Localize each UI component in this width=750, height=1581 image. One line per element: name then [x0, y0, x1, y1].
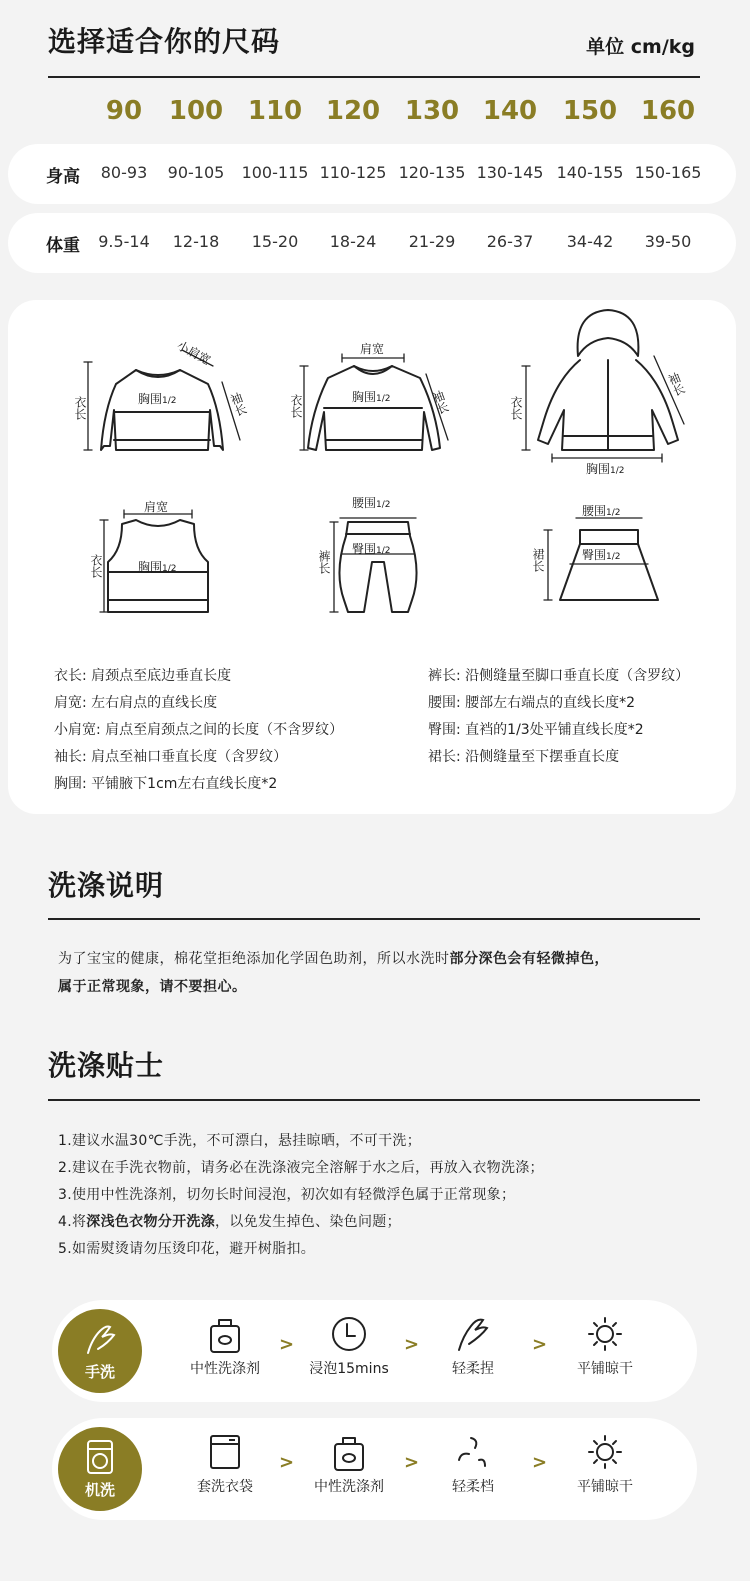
half-mark: 1/2 [376, 546, 391, 556]
step-label: 中性洗涤剂 [314, 1479, 384, 1495]
half-mark: 1/2 [162, 396, 177, 406]
table-cell: 100-115 [241, 163, 309, 182]
chevron-right-icon: > [404, 1334, 420, 1355]
table-cell: 130-145 [476, 163, 544, 182]
chest-text: 胸围 [138, 392, 163, 406]
divider [48, 1099, 700, 1101]
step-laundry-bag [170, 1418, 280, 1520]
waist-text: 腰围 [582, 504, 607, 518]
chest-label [138, 558, 177, 575]
wash-tip-text: ，以免发生掉色、染色问题； [214, 1214, 401, 1230]
size-label: 150 [562, 96, 618, 126]
chevron-right-icon: > [532, 1334, 548, 1355]
table-cell: 12-18 [172, 232, 220, 251]
step-label: 轻柔档 [452, 1479, 494, 1495]
definition-hip: 臀围: 直裆的1/3处平铺直线长度*2 [428, 722, 644, 738]
wash-note-line-1 [58, 948, 609, 968]
weight-row [8, 213, 736, 273]
weight-label: 体重 [46, 236, 80, 256]
body-length-label: 衣长 [89, 554, 103, 578]
hand-wash-process [52, 1300, 697, 1402]
height-row [8, 144, 736, 204]
definition-body-length: 衣长: 肩颈点至底边垂直长度 [54, 668, 232, 684]
table-cell: 26-37 [486, 232, 534, 251]
wash-note-emphasis: 部分深色会有轻微掉色， [449, 951, 609, 967]
half-mark: 1/2 [610, 466, 625, 476]
sleeve-label: 袖长 [429, 388, 451, 416]
table-cell: 80-93 [100, 163, 148, 182]
step-detergent [294, 1418, 404, 1520]
chest-text: 胸围 [138, 560, 163, 574]
step-gentle-squeeze [418, 1300, 528, 1402]
step-label: 平铺晾干 [577, 1479, 633, 1495]
chest-text: 胸围 [586, 462, 611, 476]
detergent-bottle-icon [331, 1432, 367, 1472]
waist-label [352, 494, 391, 511]
washing-machine-icon [80, 1437, 120, 1477]
pants-diagram [330, 518, 417, 612]
body-length-label: 衣长 [509, 396, 523, 420]
wash-tips-title: 洗涤贴士 [48, 1049, 165, 1082]
measurement-card [8, 300, 736, 814]
half-mark: 1/2 [376, 394, 391, 404]
wash-tip: 1.建议水温30℃手洗，不可漂白，悬挂晾晒，不可干洗； [58, 1133, 421, 1149]
table-cell: 140-155 [556, 163, 624, 182]
size-label: 160 [640, 96, 696, 126]
definition-chest: 胸围: 平铺腋下1cm左右直线长度*2 [54, 776, 278, 792]
hip-label [582, 546, 621, 563]
clock-icon [331, 1314, 367, 1354]
definition-small-shoulder: 小肩宽: 肩点至肩颈点之间的长度（不含罗纹） [54, 722, 344, 738]
wash-note-title: 洗涤说明 [48, 869, 165, 902]
height-label: 身高 [46, 167, 80, 187]
machine-wash-badge [58, 1427, 142, 1511]
divider [48, 918, 700, 920]
step-label: 套洗衣袋 [197, 1479, 253, 1495]
step-label: 中性洗涤剂 [190, 1361, 260, 1377]
table-cell: 120-135 [398, 163, 466, 182]
size-label: 140 [482, 96, 538, 126]
wash-tip: 5.如需熨烫请勿压烫印花，避开树脂扣。 [58, 1241, 316, 1257]
table-cell: 18-24 [329, 232, 377, 251]
wash-tip: 3.使用中性洗涤剂，切勿长时间浸泡，初次如有轻微浮色属于正常现象； [58, 1187, 516, 1203]
hand-wash-badge [58, 1309, 142, 1393]
definition-shoulder: 肩宽: 左右肩点的直线长度 [54, 695, 218, 711]
gentle-cycle-icon [455, 1432, 491, 1472]
chest-label [586, 460, 625, 477]
detergent-bottle-icon [207, 1314, 243, 1354]
laundry-bag-icon [207, 1432, 243, 1472]
definition-waist: 腰围: 腰部左右端点的直线长度*2 [428, 695, 636, 711]
size-label: 120 [325, 96, 381, 126]
size-label: 130 [404, 96, 460, 126]
pants-length-label: 裤长 [317, 550, 331, 574]
waist-text: 腰围 [352, 496, 377, 510]
shoulder-label: 肩宽 [144, 500, 169, 514]
wash-note-text: 为了宝宝的健康，棉花堂拒绝添加化学固色助剂，所以水洗时 [58, 951, 450, 967]
table-cell: 150-165 [634, 163, 702, 182]
half-mark: 1/2 [606, 508, 621, 518]
hand-wash-label: 手洗 [84, 1363, 115, 1381]
hip-label [352, 540, 391, 557]
step-label: 轻柔捏 [452, 1361, 494, 1377]
machine-wash-label: 机洗 [84, 1481, 115, 1499]
size-header-row [0, 96, 750, 136]
small-shoulder-label: 小肩宽 [174, 338, 213, 368]
definition-sleeve: 袖长: 肩点至袖口垂直长度（含罗纹） [54, 749, 288, 765]
definition-skirt-length: 裙长: 沿侧缝量至下摆垂直长度 [428, 749, 620, 765]
chevron-right-icon: > [279, 1452, 295, 1473]
hip-text: 臀围 [582, 548, 607, 562]
wash-tip-text: 4.将 [58, 1214, 87, 1230]
unit-label: 单位 cm/kg [586, 36, 695, 58]
sleeve-label: 袖长 [227, 390, 249, 418]
wash-note-line-2: 属于正常现象，请不要担心。 [58, 979, 247, 995]
step-soak [294, 1300, 404, 1402]
half-mark: 1/2 [606, 552, 621, 562]
step-flat-dry [550, 1418, 660, 1520]
chevron-right-icon: > [404, 1452, 420, 1473]
chevron-right-icon: > [279, 1334, 295, 1355]
size-label: 100 [168, 96, 224, 126]
hip-text: 臀围 [352, 542, 377, 556]
table-cell: 110-125 [319, 163, 387, 182]
wash-tip [58, 1211, 401, 1231]
step-label: 平铺晾干 [577, 1361, 633, 1377]
size-chart-title: 选择适合你的尺码 [48, 25, 281, 58]
table-cell: 39-50 [644, 232, 692, 251]
divider [48, 76, 700, 78]
table-cell: 15-20 [251, 232, 299, 251]
skirt-length-label: 裙长 [531, 548, 545, 572]
sun-icon [587, 1314, 623, 1354]
sleeve-label: 袖长 [665, 370, 688, 398]
waist-label [582, 502, 621, 519]
step-gentle-cycle [418, 1418, 528, 1520]
step-detergent [170, 1300, 280, 1402]
table-cell: 90-105 [167, 163, 225, 182]
table-cell: 34-42 [566, 232, 614, 251]
chest-label [138, 390, 177, 407]
table-cell: 9.5-14 [98, 232, 150, 251]
sun-icon [587, 1432, 623, 1472]
table-cell: 21-29 [408, 232, 456, 251]
step-label: 浸泡15mins [309, 1361, 389, 1377]
chest-text: 胸围 [352, 390, 377, 404]
wash-tip: 2.建议在手洗衣物前，请务必在洗涤液完全溶解于水之后，再放入衣物洗涤； [58, 1160, 544, 1176]
body-length-label: 衣长 [289, 394, 303, 418]
size-label: 110 [247, 96, 303, 126]
hand-wash-icon [80, 1319, 120, 1359]
hoodie-diagram [522, 310, 684, 462]
definition-pants-length: 裤长: 沿侧缝量至脚口垂直长度（含罗纹） [428, 668, 690, 684]
half-mark: 1/2 [376, 500, 391, 510]
chest-label [352, 388, 391, 405]
chevron-right-icon: > [532, 1452, 548, 1473]
machine-wash-process [52, 1418, 697, 1520]
wash-tip-emphasis: 深浅色衣物分开洗涤 [86, 1214, 215, 1230]
step-flat-dry [550, 1300, 660, 1402]
shoulder-label: 肩宽 [360, 342, 385, 356]
gentle-squeeze-icon [455, 1314, 491, 1354]
half-mark: 1/2 [162, 564, 177, 574]
size-label: 90 [105, 96, 143, 126]
body-length-label: 衣长 [73, 396, 87, 420]
